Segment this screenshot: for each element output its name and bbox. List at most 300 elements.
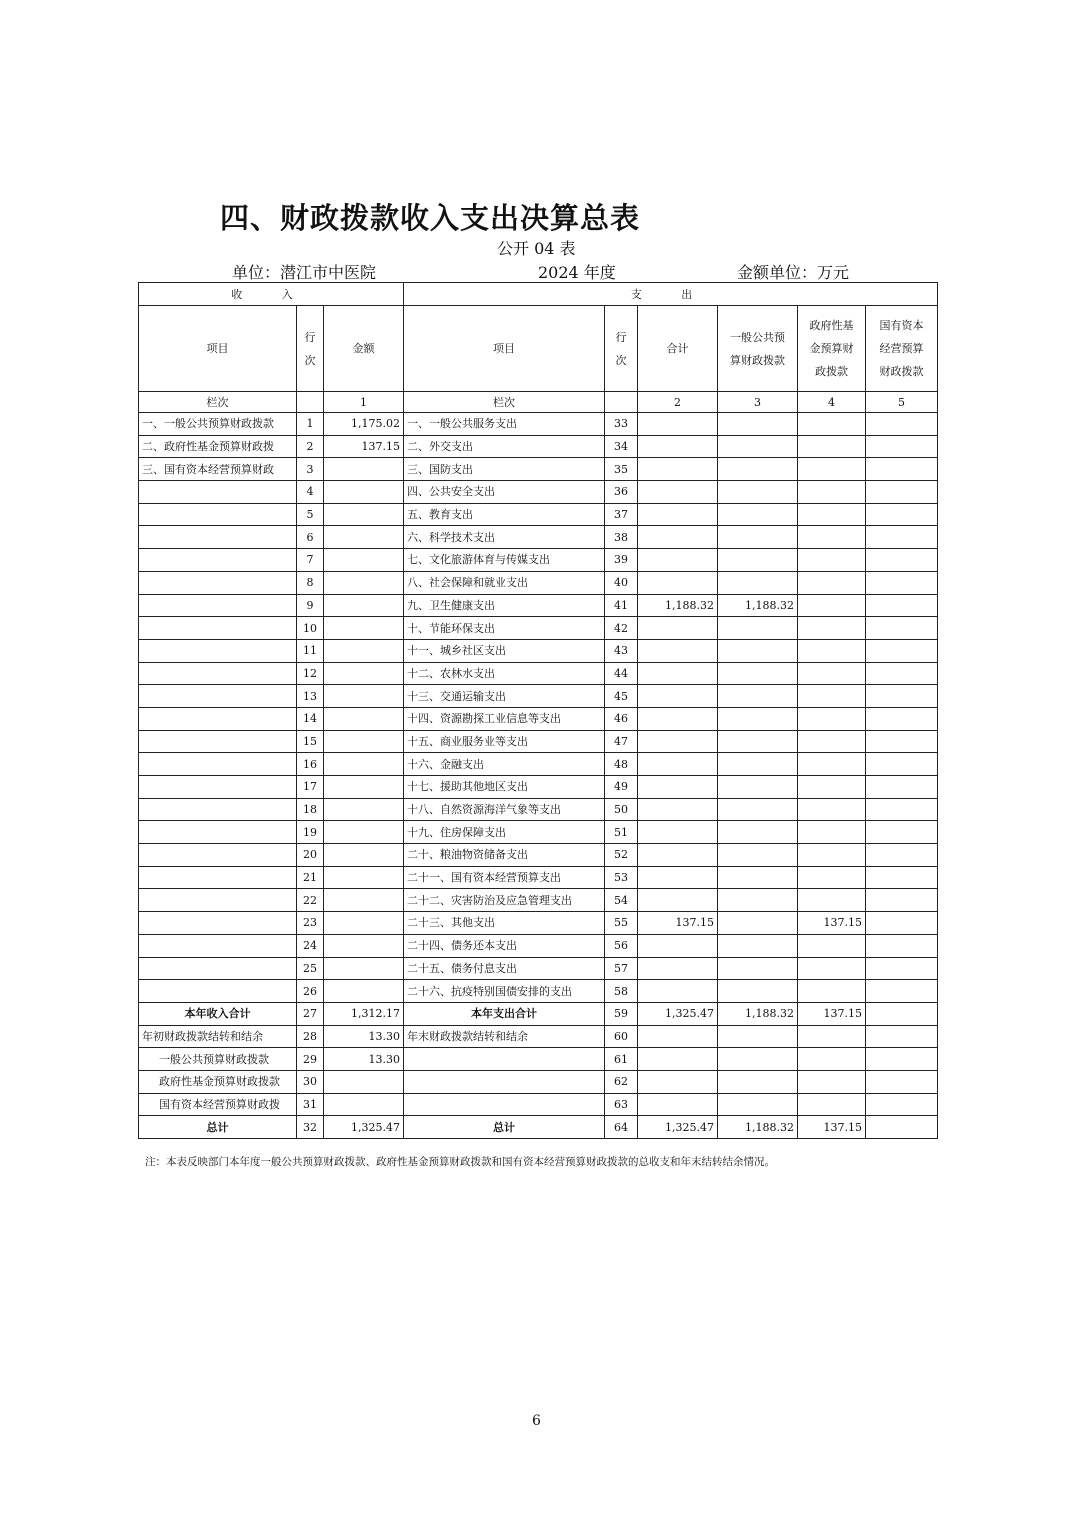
general-budget-cell xyxy=(718,413,798,436)
income-amount-cell xyxy=(324,844,404,867)
column-number-3: 3 xyxy=(718,392,798,413)
group-header-row xyxy=(139,283,938,306)
total-amount-cell xyxy=(638,821,718,844)
income-item-cell xyxy=(139,844,297,867)
expense-row-no-cell: 46 xyxy=(605,707,638,730)
income-row-no-cell: 13 xyxy=(297,685,324,708)
state-capital-cell xyxy=(866,957,938,980)
subtotal-row xyxy=(139,1002,938,1025)
table-row xyxy=(139,730,938,753)
income-item-cell xyxy=(139,889,297,912)
fund-budget-cell xyxy=(798,481,866,504)
expense-row-no-cell: 64 xyxy=(605,1116,638,1139)
table-row xyxy=(139,662,938,685)
expense-row-no-cell: 37 xyxy=(605,503,638,526)
income-item-cell xyxy=(139,866,297,889)
fund-budget-cell xyxy=(798,957,866,980)
income-item-cell xyxy=(139,776,297,799)
income-item-cell: 国有资本经营预算财政拨 xyxy=(139,1093,297,1116)
income-amount-cell: 137.15 xyxy=(324,435,404,458)
income-item-cell xyxy=(139,617,297,640)
income-row-no-cell: 16 xyxy=(297,753,324,776)
expense-item-cell: 总计 xyxy=(404,1116,605,1139)
fund-budget-cell xyxy=(798,639,866,662)
total-header: 合计 xyxy=(638,306,718,392)
state-capital-cell xyxy=(866,980,938,1003)
column-label-right: 栏次 xyxy=(404,392,605,413)
fund-budget-cell: 137.15 xyxy=(798,1116,866,1139)
income-item-cell xyxy=(139,912,297,935)
state-capital-cell xyxy=(866,1002,938,1025)
income-row-no-cell: 11 xyxy=(297,639,324,662)
table-row xyxy=(139,844,938,867)
state-capital-cell xyxy=(866,776,938,799)
total-amount-cell xyxy=(638,685,718,708)
income-item-cell: 总计 xyxy=(139,1116,297,1139)
expense-item-cell: 二十四、债务还本支出 xyxy=(404,934,605,957)
expense-item-cell: 十六、金融支出 xyxy=(404,753,605,776)
income-item-cell: 一、一般公共预算财政拨款 xyxy=(139,413,297,436)
total-amount-cell xyxy=(638,435,718,458)
income-amount-cell xyxy=(324,594,404,617)
expense-item-cell: 二、外交支出 xyxy=(404,435,605,458)
table-row xyxy=(139,753,938,776)
fund-budget-cell: 137.15 xyxy=(798,912,866,935)
general-budget-cell xyxy=(718,889,798,912)
income-row-no-cell: 9 xyxy=(297,594,324,617)
expense-item-cell: 十五、商业服务业等支出 xyxy=(404,730,605,753)
total-amount-cell: 1,325.47 xyxy=(638,1002,718,1025)
income-amount-cell xyxy=(324,639,404,662)
total-amount-cell xyxy=(638,1048,718,1071)
fund-budget-cell xyxy=(798,776,866,799)
total-amount-cell xyxy=(638,753,718,776)
fund-budget-cell xyxy=(798,707,866,730)
expense-item-cell: 十、节能环保支出 xyxy=(404,617,605,640)
amount-unit-label: 金额单位：万元 xyxy=(737,263,850,282)
expense-item-cell: 九、卫生健康支出 xyxy=(404,594,605,617)
general-budget-cell xyxy=(718,753,798,776)
table-row xyxy=(139,912,938,935)
table-row xyxy=(139,413,938,436)
income-row-no-cell: 8 xyxy=(297,571,324,594)
expense-item-cell xyxy=(404,1070,605,1093)
total-amount-cell xyxy=(638,526,718,549)
expense-item-cell: 十四、资源勘探工业信息等支出 xyxy=(404,707,605,730)
expense-row-no-cell: 62 xyxy=(605,1070,638,1093)
total-amount-cell xyxy=(638,707,718,730)
income-item-cell xyxy=(139,594,297,617)
total-amount-cell xyxy=(638,481,718,504)
fund-budget-cell xyxy=(798,413,866,436)
fund-budget-cell xyxy=(798,844,866,867)
fund-budget-cell xyxy=(798,594,866,617)
fund-budget-cell xyxy=(798,526,866,549)
state-capital-cell xyxy=(866,594,938,617)
state-capital-cell xyxy=(866,685,938,708)
expense-item-cell: 十三、交通运输支出 xyxy=(404,685,605,708)
income-row-no-cell: 4 xyxy=(297,481,324,504)
state-capital-cell xyxy=(866,662,938,685)
total-amount-cell xyxy=(638,730,718,753)
income-item-header: 项目 xyxy=(139,306,297,392)
expense-item-cell: 二十一、国有资本经营预算支出 xyxy=(404,866,605,889)
income-item-cell: 政府性基金预算财政拨款 xyxy=(139,1070,297,1093)
state-capital-cell xyxy=(866,571,938,594)
expense-item-cell: 十七、援助其他地区支出 xyxy=(404,776,605,799)
expense-item-cell: 一、一般公共服务支出 xyxy=(404,413,605,436)
column-number-2: 2 xyxy=(638,392,718,413)
general-budget-cell: 1,188.32 xyxy=(718,594,798,617)
expense-item-cell: 八、社会保障和就业支出 xyxy=(404,571,605,594)
income-row-no-cell: 6 xyxy=(297,526,324,549)
general-budget-cell xyxy=(718,662,798,685)
expense-item-cell: 十九、住房保障支出 xyxy=(404,821,605,844)
expense-row-no-cell: 53 xyxy=(605,866,638,889)
state-capital-cell xyxy=(866,481,938,504)
income-item-cell xyxy=(139,821,297,844)
income-amount-cell xyxy=(324,707,404,730)
fund-budget-cell xyxy=(798,866,866,889)
total-amount-cell: 137.15 xyxy=(638,912,718,935)
income-item-cell: 一般公共预算财政拨款 xyxy=(139,1048,297,1071)
general-budget-cell xyxy=(718,1070,798,1093)
total-amount-cell xyxy=(638,934,718,957)
table-row xyxy=(139,685,938,708)
total-amount-cell xyxy=(638,776,718,799)
income-row-no-header: 行次 xyxy=(297,306,324,392)
general-budget-cell xyxy=(718,435,798,458)
expense-item-cell: 六、科学技术支出 xyxy=(404,526,605,549)
income-item-cell xyxy=(139,662,297,685)
expense-item-cell: 十二、农林水支出 xyxy=(404,662,605,685)
income-row-no-cell: 12 xyxy=(297,662,324,685)
general-budget-cell xyxy=(718,866,798,889)
income-row-no-cell: 31 xyxy=(297,1093,324,1116)
income-row-no-cell: 32 xyxy=(297,1116,324,1139)
income-item-cell: 三、国有资本经营预算财政 xyxy=(139,458,297,481)
state-capital-cell xyxy=(866,639,938,662)
fund-budget-cell xyxy=(798,458,866,481)
general-budget-cell xyxy=(718,1093,798,1116)
income-amount-cell xyxy=(324,889,404,912)
general-budget-cell xyxy=(718,730,798,753)
general-budget-cell xyxy=(718,617,798,640)
fund-budget-cell xyxy=(798,549,866,572)
fund-budget-cell xyxy=(798,503,866,526)
table-row xyxy=(139,934,938,957)
general-budget-cell xyxy=(718,1025,798,1048)
income-row-no-cell: 30 xyxy=(297,1070,324,1093)
expense-row-no-cell: 41 xyxy=(605,594,638,617)
income-amount-cell xyxy=(324,571,404,594)
income-row-no-cell: 14 xyxy=(297,707,324,730)
income-amount-cell xyxy=(324,503,404,526)
fund-budget-header: 政府性基金预算财政拨款 xyxy=(798,306,866,392)
fund-budget-cell xyxy=(798,685,866,708)
column-number-row xyxy=(139,392,938,413)
income-amount-cell xyxy=(324,481,404,504)
table-code: 公开 04 表 xyxy=(497,239,576,258)
carryover-row xyxy=(139,1025,938,1048)
fund-budget-cell xyxy=(798,889,866,912)
income-row-no-cell: 29 xyxy=(297,1048,324,1071)
income-amount-cell xyxy=(324,934,404,957)
expense-row-no-cell: 48 xyxy=(605,753,638,776)
state-capital-cell xyxy=(866,413,938,436)
table-row xyxy=(139,980,938,1003)
table-note: 注：本表反映部门本年度一般公共预算财政拨款、政府性基金预算财政拨款和国有资本经营预算财政拨款的总收支和年末结转结余情况。 xyxy=(145,1156,775,1168)
income-amount-cell xyxy=(324,866,404,889)
fund-budget-cell xyxy=(798,753,866,776)
fund-budget-cell xyxy=(798,1048,866,1071)
income-amount-cell xyxy=(324,821,404,844)
income-amount-cell xyxy=(324,753,404,776)
fund-budget-cell: 137.15 xyxy=(798,1002,866,1025)
state-capital-cell xyxy=(866,1093,938,1116)
expense-row-no-cell: 43 xyxy=(605,639,638,662)
expense-item-cell: 十八、自然资源海洋气象等支出 xyxy=(404,798,605,821)
column-number-5: 5 xyxy=(866,392,938,413)
expense-row-no-cell: 52 xyxy=(605,844,638,867)
expense-row-no-header: 行次 xyxy=(605,306,638,392)
expense-item-cell: 三、国防支出 xyxy=(404,458,605,481)
income-row-no-cell: 3 xyxy=(297,458,324,481)
income-amount-cell: 13.30 xyxy=(324,1048,404,1071)
state-capital-cell xyxy=(866,1070,938,1093)
state-capital-cell xyxy=(866,526,938,549)
general-budget-cell xyxy=(718,549,798,572)
table-row xyxy=(139,571,938,594)
total-amount-cell xyxy=(638,957,718,980)
income-row-no-cell: 26 xyxy=(297,980,324,1003)
total-amount-cell: 1,188.32 xyxy=(638,594,718,617)
column-number-4: 4 xyxy=(798,392,866,413)
fund-budget-cell xyxy=(798,1093,866,1116)
income-row-no-cell: 20 xyxy=(297,844,324,867)
state-capital-cell xyxy=(866,753,938,776)
expense-item-cell: 二十六、抗疫特别国债安排的支出 xyxy=(404,980,605,1003)
column-label-left: 栏次 xyxy=(139,392,297,413)
general-budget-cell xyxy=(718,844,798,867)
expense-row-no-cell: 36 xyxy=(605,481,638,504)
income-item-cell xyxy=(139,685,297,708)
expense-row-no-cell: 63 xyxy=(605,1093,638,1116)
expense-row-no-cell: 57 xyxy=(605,957,638,980)
income-amount-header: 金额 xyxy=(324,306,404,392)
expense-item-header: 项目 xyxy=(404,306,605,392)
total-amount-cell: 1,325.47 xyxy=(638,1116,718,1139)
expense-group-header: 支 出 xyxy=(404,283,938,306)
page-number: 6 xyxy=(532,1413,541,1429)
total-amount-cell xyxy=(638,571,718,594)
carryover-row xyxy=(139,1070,938,1093)
general-budget-cell: 1,188.32 xyxy=(718,1116,798,1139)
fund-budget-cell xyxy=(798,662,866,685)
expense-row-no-cell: 51 xyxy=(605,821,638,844)
table-row xyxy=(139,639,938,662)
income-row-no-cell: 21 xyxy=(297,866,324,889)
total-amount-cell xyxy=(638,798,718,821)
expense-item-cell: 本年支出合计 xyxy=(404,1002,605,1025)
table-row xyxy=(139,776,938,799)
general-budget-cell xyxy=(718,685,798,708)
income-row-no-cell: 18 xyxy=(297,798,324,821)
income-amount-cell xyxy=(324,776,404,799)
total-amount-cell xyxy=(638,1093,718,1116)
income-row-no-cell: 25 xyxy=(297,957,324,980)
income-item-cell xyxy=(139,526,297,549)
income-amount-cell: 1,175.02 xyxy=(324,413,404,436)
expense-row-no-cell: 47 xyxy=(605,730,638,753)
income-item-cell xyxy=(139,481,297,504)
fund-budget-cell xyxy=(798,1025,866,1048)
state-capital-cell xyxy=(866,707,938,730)
table-row xyxy=(139,707,938,730)
state-capital-cell xyxy=(866,844,938,867)
general-budget-cell xyxy=(718,821,798,844)
expense-item-cell: 四、公共安全支出 xyxy=(404,481,605,504)
general-budget-cell xyxy=(718,980,798,1003)
table-row xyxy=(139,458,938,481)
state-capital-cell xyxy=(866,549,938,572)
expense-row-no-cell: 55 xyxy=(605,912,638,935)
income-row-no-cell: 19 xyxy=(297,821,324,844)
income-item-cell xyxy=(139,571,297,594)
general-budget-cell xyxy=(718,503,798,526)
income-amount-cell: 1,312.17 xyxy=(324,1002,404,1025)
table-row xyxy=(139,594,938,617)
income-amount-cell xyxy=(324,798,404,821)
income-amount-cell xyxy=(324,549,404,572)
income-row-no-cell: 10 xyxy=(297,617,324,640)
income-amount-cell xyxy=(324,980,404,1003)
income-amount-cell xyxy=(324,685,404,708)
blank-cell xyxy=(297,392,324,413)
fund-budget-cell xyxy=(798,617,866,640)
total-amount-cell xyxy=(638,549,718,572)
income-row-no-cell: 5 xyxy=(297,503,324,526)
general-budget-cell xyxy=(718,912,798,935)
expense-row-no-cell: 42 xyxy=(605,617,638,640)
general-budget-cell xyxy=(718,776,798,799)
expense-item-cell: 二十三、其他支出 xyxy=(404,912,605,935)
income-item-cell xyxy=(139,549,297,572)
general-budget-cell xyxy=(718,639,798,662)
expense-item-cell: 年末财政拨款结转和结余 xyxy=(404,1025,605,1048)
income-amount-cell xyxy=(324,526,404,549)
expense-row-no-cell: 44 xyxy=(605,662,638,685)
expense-row-no-cell: 61 xyxy=(605,1048,638,1071)
income-amount-cell xyxy=(324,662,404,685)
state-capital-cell xyxy=(866,617,938,640)
general-budget-cell xyxy=(718,526,798,549)
income-group-header: 收 入 xyxy=(139,283,404,306)
fund-budget-cell xyxy=(798,435,866,458)
expense-row-no-cell: 54 xyxy=(605,889,638,912)
expense-item-cell: 二十、粮油物资储备支出 xyxy=(404,844,605,867)
income-row-no-cell: 1 xyxy=(297,413,324,436)
state-capital-cell xyxy=(866,934,938,957)
table-row xyxy=(139,549,938,572)
income-item-cell: 本年收入合计 xyxy=(139,1002,297,1025)
state-capital-cell xyxy=(866,458,938,481)
table-row xyxy=(139,526,938,549)
income-amount-cell xyxy=(324,1093,404,1116)
income-item-cell xyxy=(139,798,297,821)
income-amount-cell xyxy=(324,458,404,481)
expense-row-no-cell: 39 xyxy=(605,549,638,572)
total-amount-cell xyxy=(638,1070,718,1093)
general-budget-cell xyxy=(718,1048,798,1071)
income-row-no-cell: 24 xyxy=(297,934,324,957)
state-capital-cell xyxy=(866,1048,938,1071)
table-row xyxy=(139,435,938,458)
expense-row-no-cell: 56 xyxy=(605,934,638,957)
income-row-no-cell: 7 xyxy=(297,549,324,572)
carryover-row xyxy=(139,1093,938,1116)
page-title: 四、财政拨款收入支出决算总表 xyxy=(220,201,641,235)
expense-item-cell xyxy=(404,1048,605,1071)
expense-item-cell: 七、文化旅游体育与传媒支出 xyxy=(404,549,605,572)
income-item-cell: 二、政府性基金预算财政拨 xyxy=(139,435,297,458)
income-item-cell xyxy=(139,503,297,526)
year-label: 2024 年度 xyxy=(538,263,616,282)
income-amount-cell: 13.30 xyxy=(324,1025,404,1048)
unit-label: 单位：潜江市中医院 xyxy=(232,263,377,282)
state-capital-header: 国有资本经营预算财政拨款 xyxy=(866,306,938,392)
total-amount-cell xyxy=(638,503,718,526)
general-budget-cell xyxy=(718,571,798,594)
state-capital-cell xyxy=(866,866,938,889)
state-capital-cell xyxy=(866,503,938,526)
total-amount-cell xyxy=(638,889,718,912)
state-capital-cell xyxy=(866,730,938,753)
table-row xyxy=(139,481,938,504)
carryover-row xyxy=(139,1048,938,1071)
income-amount-cell: 1,325.47 xyxy=(324,1116,404,1139)
expense-row-no-cell: 38 xyxy=(605,526,638,549)
table-row xyxy=(139,866,938,889)
total-amount-cell xyxy=(638,413,718,436)
general-budget-header: 一般公共预算财政拨款 xyxy=(718,306,798,392)
expense-row-no-cell: 34 xyxy=(605,435,638,458)
table-row xyxy=(139,957,938,980)
income-item-cell xyxy=(139,957,297,980)
appropriation-summary-table xyxy=(138,282,938,1139)
income-row-no-cell: 15 xyxy=(297,730,324,753)
expense-item-cell xyxy=(404,1093,605,1116)
table-row xyxy=(139,798,938,821)
general-budget-cell: 1,188.32 xyxy=(718,1002,798,1025)
fund-budget-cell xyxy=(798,1070,866,1093)
table-row xyxy=(139,617,938,640)
income-item-cell xyxy=(139,707,297,730)
total-amount-cell xyxy=(638,458,718,481)
income-row-no-cell: 23 xyxy=(297,912,324,935)
income-item-cell xyxy=(139,934,297,957)
general-budget-cell xyxy=(718,934,798,957)
total-amount-cell xyxy=(638,844,718,867)
expense-row-no-cell: 40 xyxy=(605,571,638,594)
expense-row-no-cell: 50 xyxy=(605,798,638,821)
expense-row-no-cell: 60 xyxy=(605,1025,638,1048)
total-amount-cell xyxy=(638,662,718,685)
income-row-no-cell: 17 xyxy=(297,776,324,799)
grand-total-row xyxy=(139,1116,938,1139)
income-item-cell xyxy=(139,753,297,776)
income-amount-cell xyxy=(324,957,404,980)
